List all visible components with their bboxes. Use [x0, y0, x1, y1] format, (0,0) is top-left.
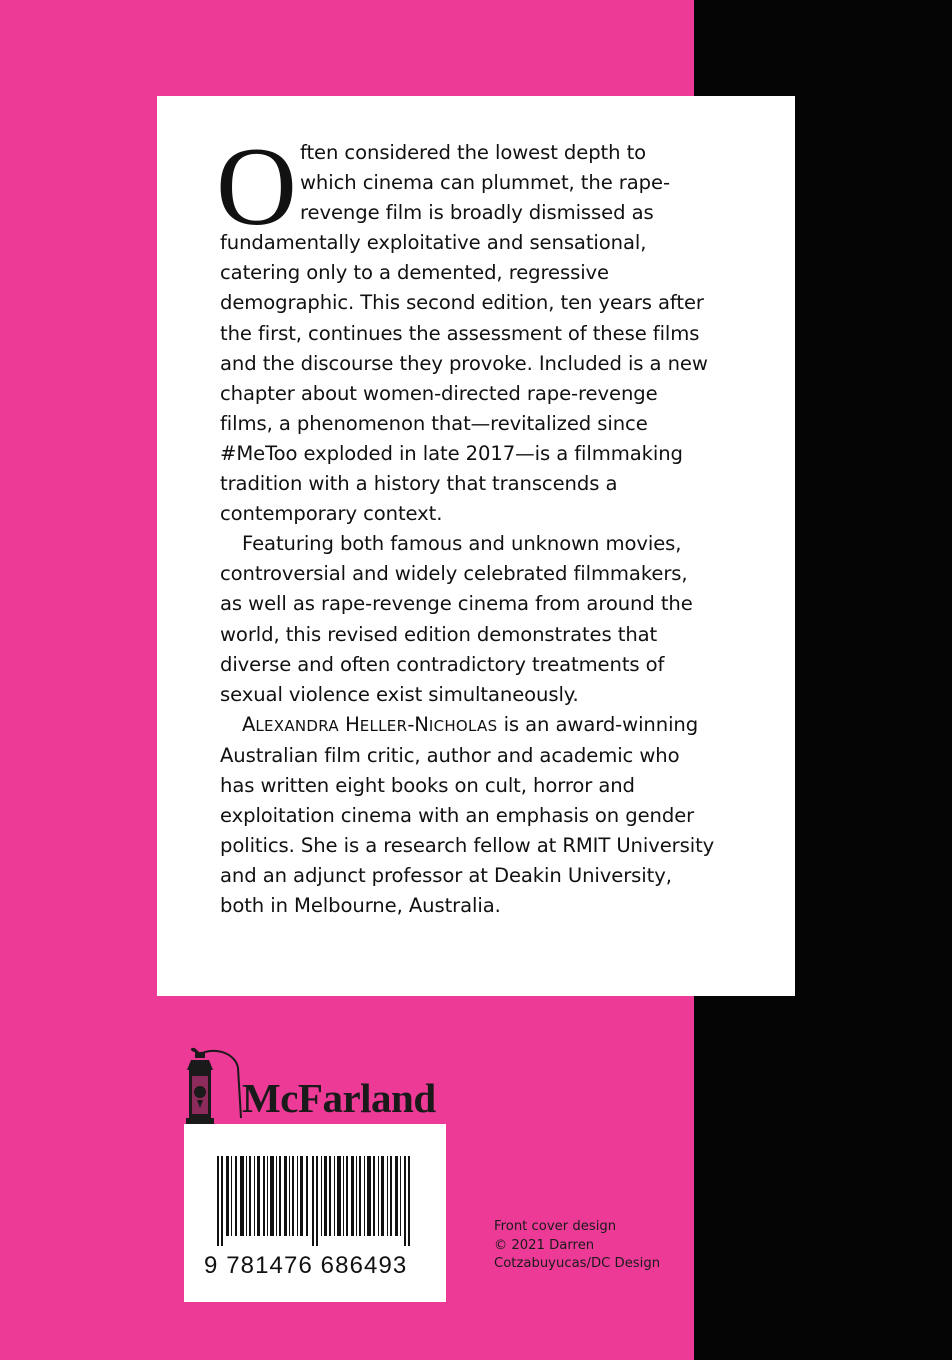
blurb-line: as well as rape-revenge cinema from around the	[220, 592, 693, 616]
blurb-line: films, a phenomenon that—revitalized since	[220, 411, 648, 435]
isbn-number: 9 781476 686493	[204, 1252, 408, 1279]
blurb-line: which cinema can plummet, the rape-	[300, 171, 670, 195]
author-bio-line: has written eight books on cult, horror and	[220, 773, 635, 797]
blurb-line: demographic. This second edition, ten years after	[220, 291, 704, 315]
barcode-bars	[217, 1156, 417, 1246]
credit-line: Cotzabuyucas/DC Design	[494, 1256, 661, 1271]
credit-line: Front cover design	[494, 1219, 617, 1234]
blurb-paragraph-2	[220, 529, 735, 710]
blurb-line: diverse and often contradictory treatments of	[220, 652, 665, 676]
drop-cap: O	[216, 125, 297, 249]
blurb-panel	[157, 96, 795, 996]
blurb-paragraph-1	[216, 125, 735, 529]
cover-design-credit	[494, 1218, 660, 1274]
blurb-line: Featuring both famous and unknown movies,	[242, 532, 682, 556]
barcode	[184, 1124, 446, 1302]
blurb-line: revenge film is broadly dismissed as	[300, 201, 654, 225]
author-bio-line: Australian film critic, author and academic who	[220, 743, 680, 767]
publisher-name: McFarland	[242, 1075, 436, 1121]
author-bio	[220, 710, 735, 922]
author-name: ALEXANDRA HELLER-NICHOLAS	[242, 712, 498, 736]
blurb-line: fundamentally exploitative and sensational,	[220, 231, 647, 255]
author-bio-line: ALEXANDRA HELLER-NICHOLAS is an award-winning	[242, 712, 699, 736]
blurb-line: chapter about women-directed rape-revenge	[220, 381, 658, 405]
blurb-line: catering only to a demented, regressive	[220, 261, 609, 285]
blurb-line: world, this revised edition demonstrates that	[220, 622, 658, 646]
author-bio-line: both in Melbourne, Australia.	[220, 894, 501, 918]
credit-line: © 2021 Darren	[494, 1237, 595, 1253]
blurb-line: the first, continues the assessment of these films	[220, 321, 700, 345]
blurb-text	[216, 125, 735, 921]
blurb-line: ften considered the lowest depth to	[300, 141, 647, 164]
lantern-icon	[186, 1046, 246, 1126]
blurb-line: sexual violence exist simultaneously.	[220, 682, 579, 706]
blurb-line: contemporary context.	[220, 502, 443, 526]
blurb-line: and the discourse they provoke. Included is a new	[220, 351, 708, 375]
blurb-line: controversial and widely celebrated filmmakers,	[220, 562, 688, 586]
author-bio-line: exploitation cinema with an emphasis on gender	[220, 804, 695, 828]
author-bio-line: politics. She is a research fellow at RMIT University	[220, 834, 715, 858]
author-bio-line: and an adjunct professor at Deakin University,	[220, 864, 672, 888]
blurb-line: tradition with a history that transcends a	[220, 472, 618, 496]
blurb-line: #MeToo exploded in late 2017—is a filmmaking	[220, 441, 683, 465]
